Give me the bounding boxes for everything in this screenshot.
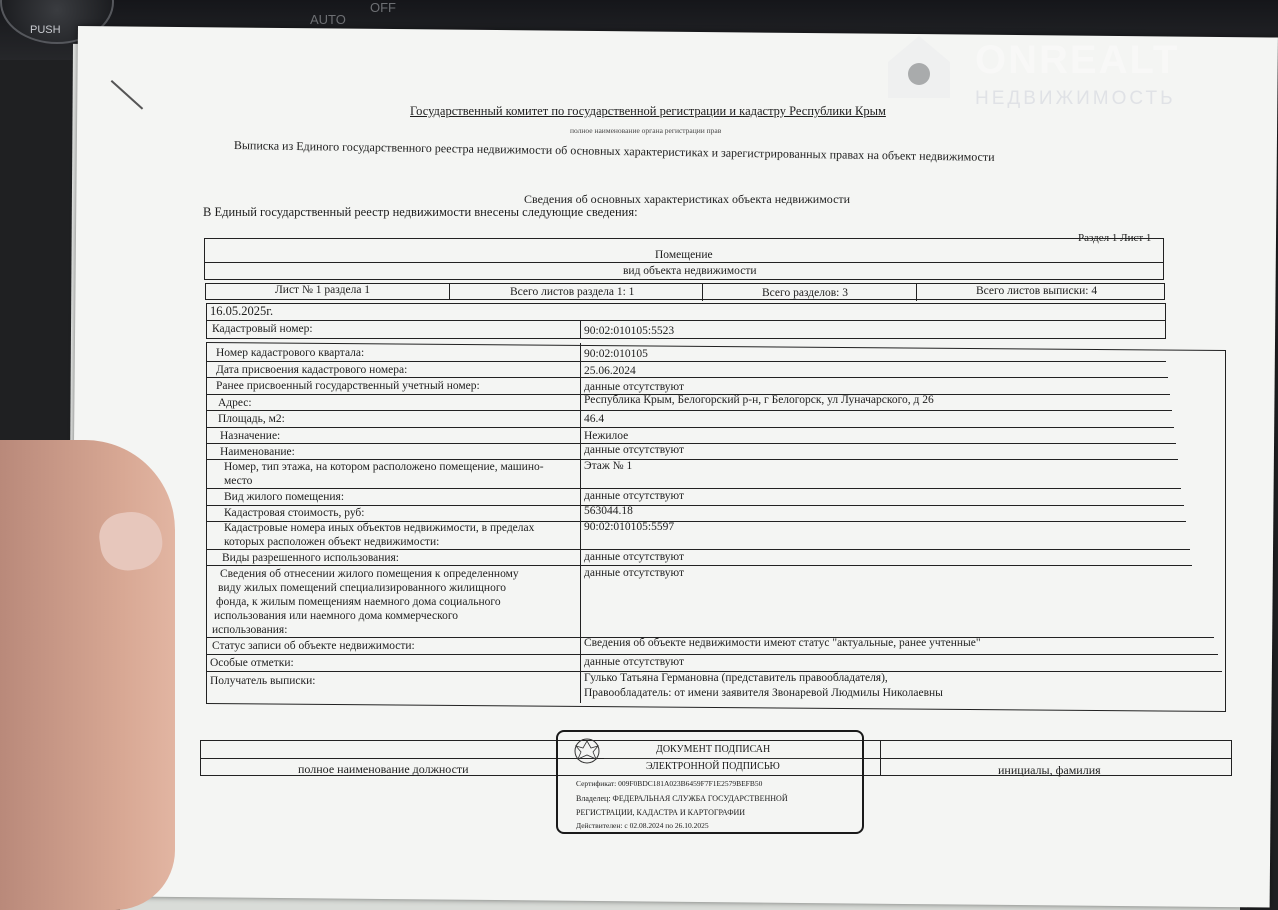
row-label: Номер кадастрового квартала: [216, 347, 365, 359]
object-type-caption: вид объекта недвижимости [623, 265, 757, 277]
stamp-certificate: Сертификат: 009F0BDC181A023B6459F7F1E2579BEFB50 [576, 779, 763, 788]
row-value: 90:02:010105:5597 [584, 521, 675, 533]
table-row-line [206, 427, 1174, 428]
intro-text: В Единый государственный реестр недвижимости внесены следующие сведения: [203, 205, 638, 219]
date-divider [206, 320, 1166, 321]
section-info: Раздел 1 Лист 1 [1078, 232, 1152, 244]
row-value: Гулько Татьяна Германовна (представитель правообладателя), [584, 672, 888, 684]
stamp-validity: Действителен: с 02.08.2024 по 26.10.2025 [576, 821, 709, 830]
table-row-line [206, 549, 1190, 550]
row-label: Номер, тип этажа, на котором расположено помещение, машино- [224, 461, 544, 473]
stamp-line2: ЭЛЕКТРОННОЙ ПОДПИСЬЮ [646, 761, 780, 772]
table-row-line [206, 488, 1181, 489]
position-caption: полное наименование должности [298, 762, 469, 776]
sheet-info-divider [916, 284, 917, 301]
stamp-owner: Владелец: ФЕДЕРАЛЬНАЯ СЛУЖБА ГОСУДАРСТВЕННОЙ [576, 794, 788, 803]
row-label: Получатель выписки: [210, 675, 316, 687]
eagle-emblem-icon [572, 736, 602, 766]
object-type: Помещение [655, 249, 713, 261]
row-label-line5: использования: [212, 624, 288, 636]
row-label: Статус записи об объекте недвижимости: [212, 640, 415, 652]
row-label: Сведения об отнесении жилого помещения к определенному [220, 568, 519, 580]
push-label: PUSH [30, 24, 61, 36]
row-value: 25.06.2024 [584, 365, 636, 377]
pen-mark [111, 80, 144, 110]
row-label: Дата присвоения кадастрового номера: [216, 364, 408, 376]
row-label: Особые отметки: [210, 657, 294, 669]
watermark-brand: ONREALT [975, 38, 1180, 82]
name-caption: инициалы, фамилия [998, 763, 1101, 777]
extract-date: 16.05.2025г. [210, 304, 274, 318]
row-label: Вид жилого помещения: [224, 491, 345, 503]
watermark-subtitle: НЕДВИЖИМОСТЬ [975, 88, 1176, 109]
row-label: Виды разрешенного использования: [222, 552, 399, 564]
row-value: Республика Крым, Белогорский р-н, г Белогорск, ул Луначарского, д 26 [584, 394, 934, 406]
extract-title: Выписка из Единого государственного реестра недвижимости об основных характеристиках и зарегистрированных правах на объект недвижимости [233, 138, 995, 164]
row-value: 90:02:010105 [584, 348, 648, 360]
stamp-divider [604, 758, 860, 759]
object-type-divider [204, 262, 1164, 263]
row-value: 563044.18 [584, 505, 633, 517]
off-label: OFF [370, 0, 396, 15]
row-value: Этаж № 1 [584, 460, 633, 472]
row-label: Кадастровые номера иных объектов недвижимости, в пределах [224, 522, 535, 534]
table-row-line [206, 377, 1168, 378]
total-sheets-section: Всего листов раздела 1: 1 [510, 286, 635, 298]
cadastral-label: Кадастровый номер: [212, 323, 313, 335]
info-title: Сведения об основных характеристиках объекта недвижимости [524, 192, 851, 206]
sheet-number: Лист № 1 раздела 1 [275, 284, 371, 296]
row-value-line2: Правообладатель: от имени заявителя Звонаревой Людмилы Николаевны [584, 687, 943, 699]
hand [0, 440, 175, 910]
row-value: данные отсутствуют [584, 381, 684, 393]
cadastral-divider [580, 321, 581, 339]
row-value: данные отсутствуют [584, 444, 684, 456]
table-column-divider [580, 343, 581, 703]
stamp-line1: ДОКУМЕНТ ПОДПИСАН [656, 744, 771, 755]
stamp-owner-line2: РЕГИСТРАЦИИ, КАДАСТРА И КАРТОГРАФИИ [576, 808, 746, 817]
row-label: Ранее присвоенный государственный учетный номер: [216, 380, 480, 392]
row-value: данные отсутствуют [584, 490, 684, 502]
table-row-line [206, 505, 1184, 506]
row-label: Адрес: [218, 397, 252, 409]
table-row-line [206, 361, 1166, 362]
row-value: 46.4 [584, 413, 605, 425]
authority-name: Государственный комитет по государственной регистрации и кадастру Республики Крым [410, 104, 886, 118]
row-label: Кадастровая стоимость, руб: [224, 507, 365, 519]
row-value: данные отсутствуют [584, 567, 684, 579]
row-label-line2: место [224, 475, 253, 487]
table-row-line [206, 654, 1218, 655]
row-value: Сведения об объекте недвижимости имеют статус "актуальные, ранее учтенные" [584, 637, 981, 649]
signature-col-divider [880, 740, 881, 776]
row-label-line3: фонда, к жилым помещениям наемного дома социального [216, 596, 501, 608]
row-label: Наименование: [220, 446, 295, 458]
cadastral-number: 90:02:010105:5523 [584, 325, 675, 337]
sheet-info-divider [702, 284, 703, 301]
total-sheets: Всего листов выписки: 4 [976, 285, 1098, 297]
row-label: Назначение: [220, 430, 281, 442]
row-value: данные отсутствуют [584, 656, 684, 668]
sheet-info-divider [449, 283, 450, 300]
auto-label: AUTO [310, 12, 346, 27]
row-value: данные отсутствуют [584, 551, 684, 563]
house-logo-icon [884, 32, 954, 106]
table-row-line [206, 443, 1176, 444]
row-label-line2: которых расположен объект недвижимости: [224, 536, 440, 548]
row-label-line2: виду жилых помещений специализированного жилищного [218, 582, 507, 594]
table-row-line [206, 459, 1178, 460]
row-label: Площадь, м2: [218, 413, 285, 425]
authority-caption: полное наименование органа регистрации прав [570, 126, 722, 135]
total-sections: Всего разделов: 3 [762, 287, 848, 299]
row-label-line4: использования или наемного дома коммерческого [214, 610, 459, 622]
table-row-line [206, 410, 1172, 411]
table-row-line [206, 565, 1192, 566]
row-value: Нежилое [584, 430, 629, 442]
